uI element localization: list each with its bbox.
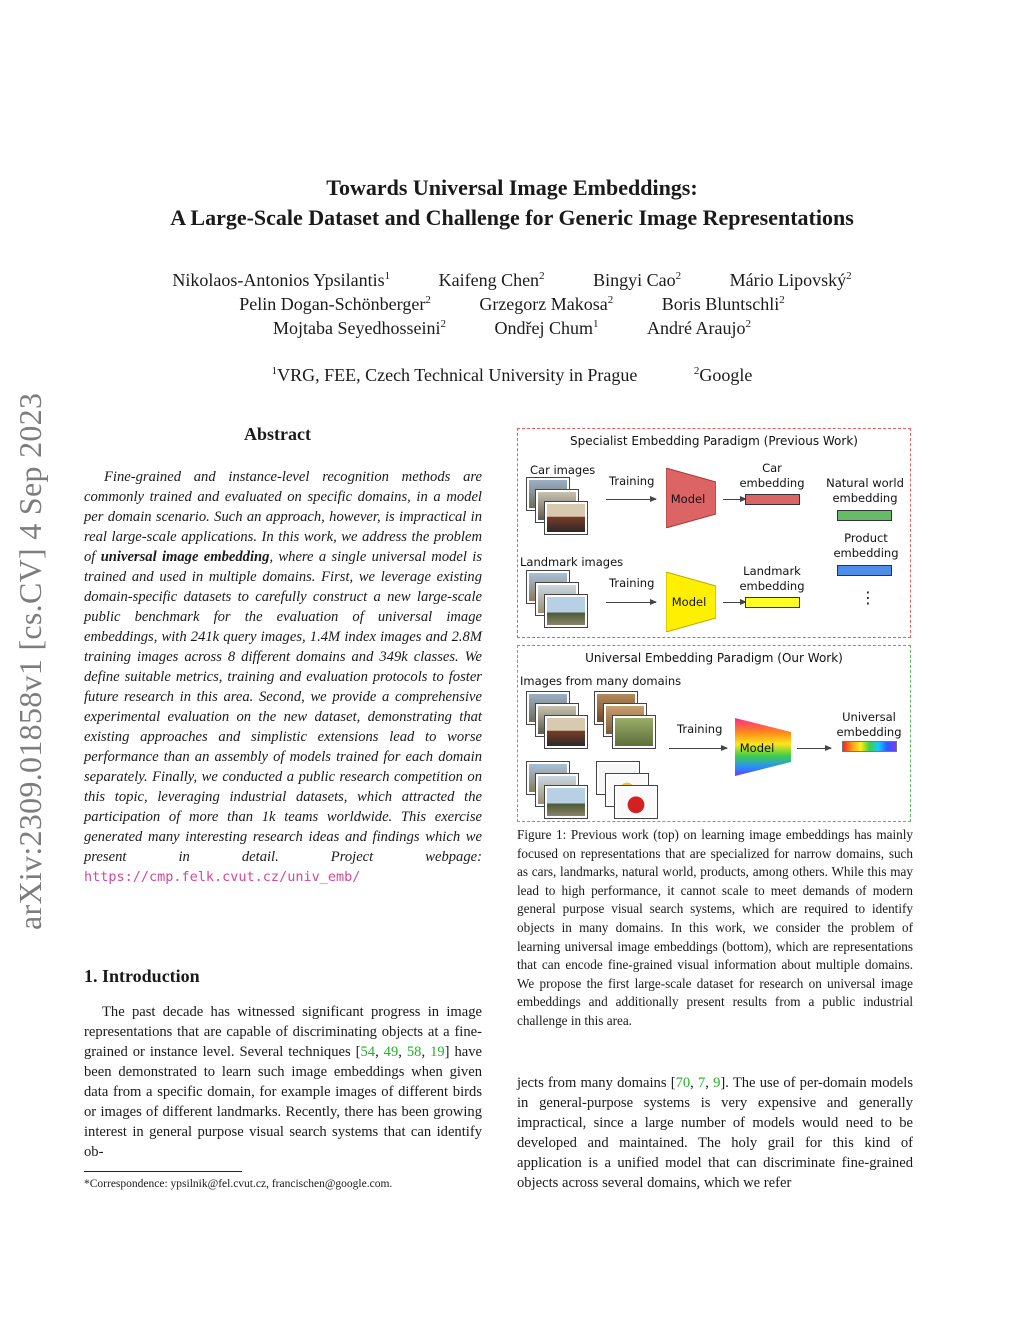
product-embedding-label: Product embedding [833,531,899,560]
arrow-icon [669,748,727,749]
author-row-2 [0,294,1024,315]
model-label: Model [670,492,706,506]
landmark-images-label: Landmark images [520,555,624,569]
footnote-rule [84,1171,242,1172]
arrow-icon [723,499,746,500]
author-row-1 [0,270,1024,291]
author: André Araujo$^2$ [647,318,751,338]
citation-link[interactable]: 49 [383,1044,399,1060]
author: Mário Lipovský$^2$ [729,270,852,290]
car-images-label: Car images [530,463,596,477]
bird-photo-icon [613,716,655,748]
project-webpage-link[interactable]: https://cmp.felk.cvut.cz/univ_emb/ [84,869,361,885]
specialist-paradigm-title: Specialist Embedding Paradigm (Previous Work) [570,434,858,448]
more-embeddings-ellipsis: ⋮ [860,588,876,607]
product-photo-icon [615,786,657,818]
citation-link[interactable]: 19 [430,1044,445,1060]
paper-title-line-1: Towards Universal Image Embeddings: [326,175,698,200]
citation-link[interactable]: 70 [675,1075,691,1091]
abstract-heading: Abstract [244,424,311,444]
landmark-photo-icon [545,786,587,818]
training-label: Training [677,722,723,736]
arrow-icon [606,602,656,603]
car-photo-icon [545,502,587,534]
footnote: *Correspondence: ypsilnik@fel.cvut.cz, francischen@google.com. [84,1178,393,1190]
section-heading-introduction: 1. Introduction [84,966,200,986]
author: Grzegorz Makosa$^2$ [479,294,614,314]
affiliation: $^1$VRG, FEE, Czech Technical University in Prague [271,365,638,385]
citation-link[interactable]: 54 [360,1044,376,1060]
training-label: Training [609,576,655,590]
model-label: Model [671,595,707,609]
many-domains-label: Images from many domains [520,674,682,688]
arrow-icon [797,748,831,749]
universal-paradigm-title: Universal Embedding Paradigm (Our Work) [585,651,843,665]
model-label: Model [739,741,775,755]
affiliations [0,365,1024,386]
arxiv-identifier: arXiv:2309.01858v1 [cs.CV] 4 Sep 2023 [12,392,48,930]
natural-world-embedding-bar [837,510,892,521]
figure-1 [517,428,911,822]
car-embedding-label: Car embedding [739,461,805,490]
introduction-paragraph-continued: jects from many domains [70, 7, 9]. The use of per-domain models in general-purpose systems is very expensive and generally impractical, since a large number of models would need to be developed and maintained. The holy grail for this kind of application is a unified model that can discriminate fine-grained objects across several domains, which we refer [517,1075,913,1191]
abstract-body: Fine-grained and instance-level recognition methods are commonly trained and evaluated on specific domains, in a model per domain scenario. Such an approach, however, is impractical in real large-scale applications. In this work, we address the problem of universal image embedding, where a single universal model is trained and used in multiple domains. First, we leverage existing domain-specific datasets to carefully construct a new large-scale public benchmark for the evaluation of universal image embeddings, with 241k query images, 1.4M index images and 2.8M training images across 8 different domains and 349k classes. We define suitable metrics, training and evaluation protocols to foster future research in this area. Second, we provide a comprehensive experimental evaluation on the new dataset, demonstrating that existing approaches and simplistic extensions lead to worse performance than an assembly of models trained for each domain separately. Finally, we conducted a public research competition on this topic, leveraging industrial datasets, which attracted the participation of more than 1k teams worldwide. This exercise generated many interesting research ideas and findings which we present in detail. Project webpage: https://cmp.felk.cvut.cz/univ_emb/ [84,469,483,885]
landmark-embedding-bar [745,597,800,608]
natural-world-embedding-label: Natural world embedding [826,476,904,505]
author: Boris Bluntschli$^2$ [661,294,785,314]
arrow-icon [606,499,656,500]
arrow-icon [723,602,746,603]
universal-embedding-bar [842,741,897,752]
affiliation: $^2$Google [693,365,753,385]
universal-embedding-label: Universal embedding [836,710,902,739]
author: Ondřej Chum$^1$ [494,318,599,338]
author: Kaifeng Chen$^2$ [438,270,545,290]
training-label: Training [609,474,655,488]
author: Nikolaos-Antonios Ypsilantis$^1$ [172,270,391,290]
introduction-paragraph: The past decade has witnessed significant progress in image representations that are capable of discriminating objects at a fine-grained or instance level. Several techniques [54, 49, 58, 19] have been demonstrated to learn such image embeddings when given data from a specific domain, for example images of different birds or images of different landmarks. Recently, there has been growing interest in general purpose visual search systems that can identify ob- [84,1004,483,1160]
author: Mojtaba Seyedhosseini$^2$ [273,318,446,338]
citation-link[interactable]: 9 [713,1075,721,1091]
paper-title-line-2: A Large-Scale Dataset and Challenge for Generic Image Representations [170,205,854,230]
author-row-3 [0,318,1024,339]
car-embedding-bar [745,494,800,505]
author: Bingyi Cao$^2$ [593,270,682,290]
abstract-emphasis: universal image embedding [100,549,270,565]
car-photo-icon [545,716,587,748]
figure-1-caption: Figure 1: Previous work (top) on learning image embeddings has mainly focused on representations that are specialized for narrow domains, such as cars, landmarks, natural world, products, among others. While this may lead to high performance, it cannot scale to meet demands of modern general purpose visual search systems, which are required to identify objects in many domains. In this work, we consider the problem of learning universal image embeddings (bottom), which are representations that can encode fine-grained visual information about multiple domains. We propose the first large-scale dataset for research on universal image embeddings and additionally present results from a public industrial challenge in this area. [517,827,913,1028]
citation-link[interactable]: 7 [698,1075,706,1091]
citation-link[interactable]: 58 [406,1044,422,1060]
product-embedding-bar [837,565,892,576]
landmark-embedding-label: Landmark embedding [739,564,805,593]
landmark-photo-icon [545,595,587,627]
author: Pelin Dogan-Schönberger$^2$ [239,294,431,314]
